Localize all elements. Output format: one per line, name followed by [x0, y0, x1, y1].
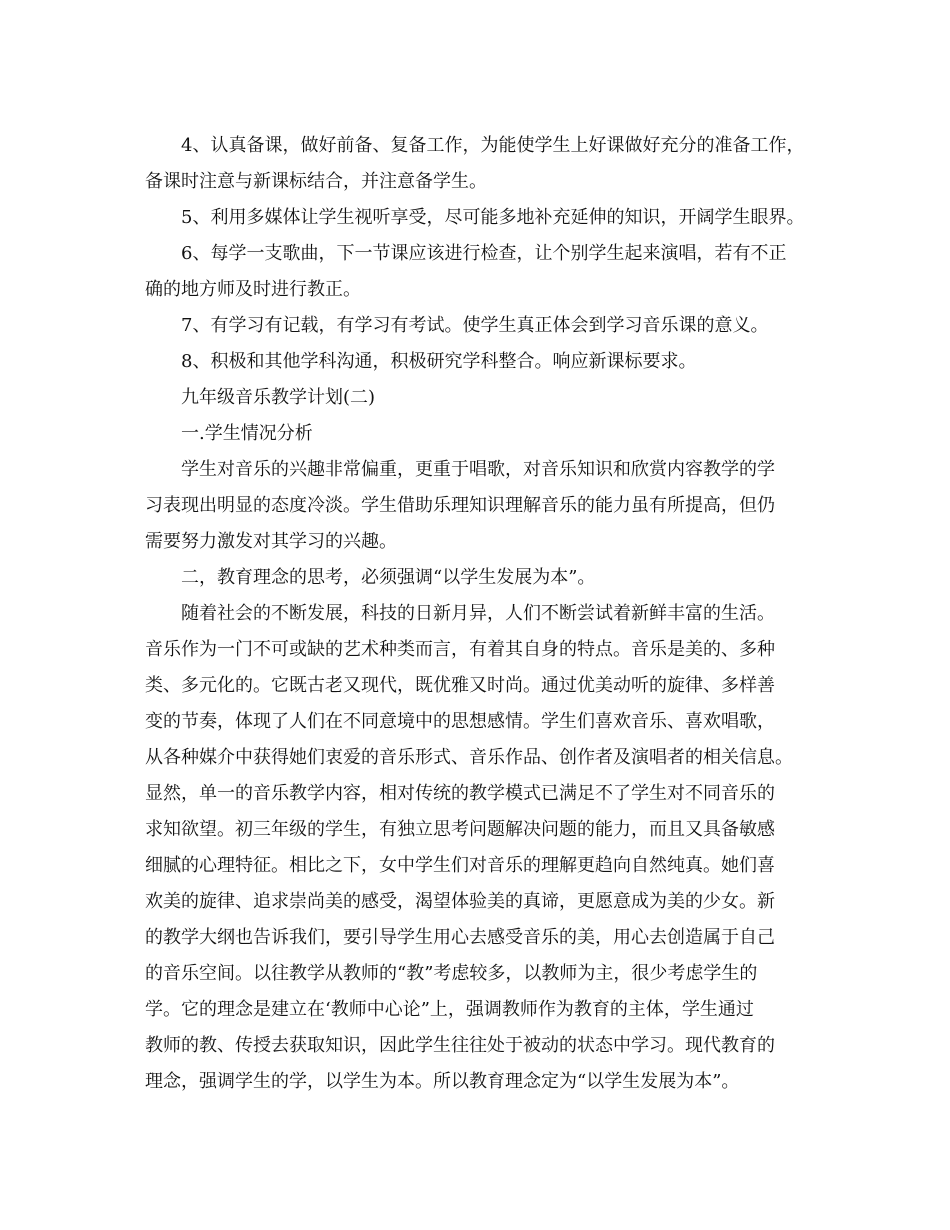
text-line: 需要努力激发对其学习的兴趣。	[145, 531, 397, 552]
text-line: 变的节奏，体现了人们在不同意境中的思想感情。学生们喜欢音乐、喜欢唱歌，	[145, 711, 775, 732]
text-line: 显然，单一的音乐教学内容，相对传统的教学模式已满足不了学生对不同音乐的	[145, 783, 775, 804]
text-line: 类、多元化的。它既古老又现代，既优雅又时尚。通过优美动听的旋律、多样善	[145, 675, 775, 696]
text-line: 音乐作为一门不可或缺的艺术种类而言，有着其自身的特点。音乐是美的、多种	[145, 639, 775, 660]
text-line: 学生对音乐的兴趣非常偏重，更重于唱歌，对音乐知识和欣赏内容教学的学	[181, 459, 775, 480]
text-line: 5、利用多媒体让学生视听享受，尽可能多地补充延伸的知识，开阔学生眼界。	[181, 207, 805, 228]
text-line: 教师的教、传授去获取知识，因此学生往往处于被动的状态中学习。现代教育的	[145, 1035, 775, 1056]
text-line: 欢美的旋律、追求崇尚美的感受，渴望体验美的真谛，更愿意成为美的少女。新	[145, 891, 775, 912]
text-line: 的音乐空间。以往教学从教师的“教”考虑较多，以教师为主，很少考虑学生的	[145, 963, 758, 984]
text-line: 学。它的理念是建立在‘教师中心论”上，强调教师作为教育的主体，学生通过	[145, 999, 754, 1020]
text-line: 的教学大纲也告诉我们，要引导学生用心去感受音乐的美，用心去创造属于自己	[145, 927, 775, 948]
text-line: 一.学生情况分析	[181, 423, 313, 444]
text-line: 习表现出明显的态度冷淡。学生借助乐理知识理解音乐的能力虽有所提高，但仍	[145, 495, 775, 516]
text-line: 备课时注意与新课标结合，并注意备学生。	[145, 171, 487, 192]
text-line: 确的地方师及时进行教正。	[145, 279, 361, 300]
text-line: 求知欲望。初三年级的学生，有独立思考问题解决问题的能力，而且又具备敏感	[145, 819, 775, 840]
text-line: 细腻的心理特征。相比之下，女中学生们对音乐的理解更趋向自然纯真。她们喜	[145, 855, 775, 876]
text-line: 九年级音乐教学计划(二)	[181, 387, 376, 408]
text-line: 从各种媒介中获得她们衷爱的音乐形式、音乐作品、创作者及演唱者的相关信息。	[145, 747, 793, 768]
text-line: 7、有学习有记载，有学习有考试。使学生真正体会到学习音乐课的意义。	[181, 315, 769, 336]
text-line: 4、认真备课，做好前备、复备工作，为能使学生上好课做好充分的准备工作，	[181, 135, 805, 156]
text-line: 8、积极和其他学科沟通，积极研究学科整合。响应新课标要求。	[181, 351, 697, 372]
document-body	[145, 128, 835, 1100]
text-line: 理念，强调学生的学，以学生为本。所以教育理念定为“以学生发展为本”。	[145, 1071, 740, 1092]
text-line: 随着社会的不断发展，科技的日新月异，人们不断尝试着新鲜丰富的生活。	[181, 603, 775, 624]
text-line: 二，教育理念的思考，必须强调“以学生发展为本”。	[181, 567, 596, 588]
text-line: 6、每学一支歌曲，下一节课应该进行检查，让个别学生起来演唱，若有不正	[181, 243, 787, 264]
